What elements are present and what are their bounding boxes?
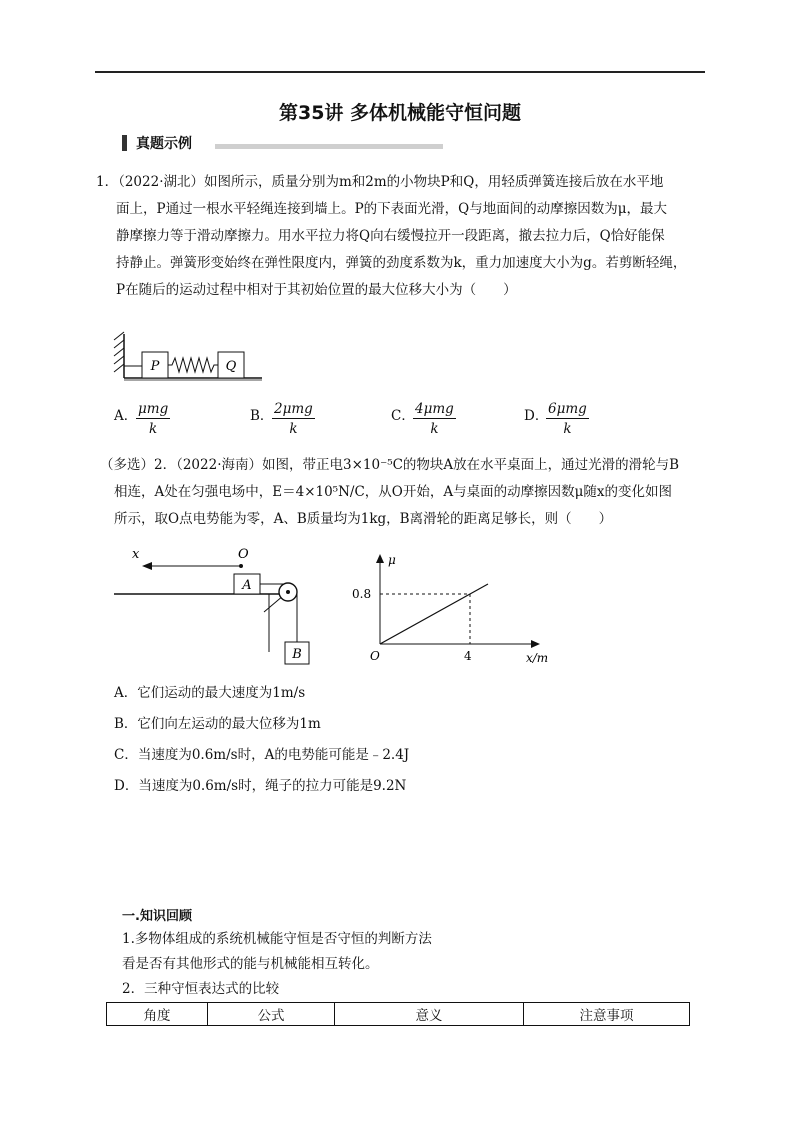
option-d[interactable]	[524, 401, 587, 437]
x-tick-label: 4	[464, 649, 472, 663]
option-denominator: k	[563, 421, 572, 437]
label-a: A	[242, 578, 252, 593]
label-q: Q	[225, 359, 237, 374]
q1-line: P在随后的运动过程中相对于其初始位置的最大位移大小为（ ）	[116, 282, 517, 298]
table-header: 意义	[335, 1003, 524, 1026]
q1-line: 面上，P通过一根水平轻绳连接到墙上。P的下表面光滑，Q与地面间的动摩擦因数为μ，最大	[116, 201, 668, 217]
q1-line: 持静止。弹簧形变始终在弹性限度内，弹簧的劲度系数为k，重力加速度大小为g。若剪断轻绳，	[116, 255, 687, 271]
option-denominator: k	[289, 421, 298, 437]
q2-graph	[350, 548, 570, 668]
q2-figure-setup	[114, 542, 324, 672]
label-p: P	[150, 359, 160, 374]
label-o: O	[238, 547, 249, 562]
y-axis-label: μ	[388, 553, 396, 567]
option-numerator: 4μmg	[415, 401, 454, 417]
table-header: 注意事项	[524, 1003, 690, 1026]
option-denominator: k	[149, 421, 158, 437]
q2-options	[114, 682, 409, 806]
q1-line: 静摩擦力等于滑动摩擦力。用水平拉力将Q向右缓慢拉开一段距离，撤去拉力后，Q恰好能保	[116, 228, 665, 244]
section-marker	[122, 135, 127, 151]
q2-line: 所示，取O点电势能为零，A、B质量均为1kg，B离滑轮的距离足够长，则（ ）	[114, 511, 613, 527]
section-divider	[215, 144, 443, 149]
q1-figure	[110, 330, 270, 385]
q2-line: 相连，A处在匀强电场中，E＝4×10⁵N/C，从O开始，A与桌面的动摩擦因数μ随x的变化如图	[114, 484, 672, 500]
y-tick-label: 0.8	[352, 587, 372, 601]
section-title: 真题示例	[136, 136, 192, 152]
option-d[interactable]: D．当速度为0.6m/s时，绳子的拉力可能是9.2N	[114, 778, 407, 794]
label-b: B	[292, 647, 302, 662]
option-a[interactable]	[114, 401, 169, 437]
series-line	[380, 584, 488, 644]
q1-line: 1．（2022·湖北）如图所示，质量分别为m和2m的小物块P和Q，用轻质弹簧连接后放在水平地	[96, 174, 664, 190]
option-denominator: k	[430, 421, 439, 437]
q2-line: （多选）2．（2022·海南）如图，带正电3×10⁻⁵C的物块A放在水平桌面上，通过光滑的滑轮与B	[100, 457, 680, 473]
arrow-head-icon	[142, 562, 152, 570]
review-line: 2．三种守恒表达式的比较	[122, 981, 280, 997]
header-rule	[95, 71, 705, 73]
option-b[interactable]: B．它们向左运动的最大位移为1m	[114, 716, 321, 732]
option-letter: A．	[114, 408, 138, 424]
table-header: 公式	[208, 1003, 335, 1026]
page-title: 第35讲 多体机械能守恒问题	[278, 102, 522, 124]
question-2	[100, 452, 714, 533]
review-text	[122, 928, 432, 1003]
option-b[interactable]	[250, 401, 313, 437]
label-x: x	[132, 547, 140, 562]
option-numerator: 6μmg	[548, 401, 587, 417]
table-header-row	[107, 1003, 690, 1026]
table-header: 角度	[107, 1003, 208, 1026]
review-line: 1.多物体组成的系统机械能守恒是否守恒的判断方法	[122, 931, 432, 947]
option-letter: C．	[391, 408, 415, 424]
option-a[interactable]: A．它们运动的最大速度为1m/s	[114, 685, 306, 701]
spring	[168, 358, 218, 372]
option-c[interactable]	[391, 401, 454, 437]
question-1	[96, 169, 706, 304]
pulley-axle	[286, 590, 290, 594]
option-letter: B．	[250, 408, 274, 424]
q1-options	[114, 401, 674, 444]
wall	[114, 332, 124, 378]
x-axis-label: x/m	[526, 651, 549, 665]
comparison-table	[106, 1002, 690, 1026]
review-line: 看是否有其他形式的能与机械能相互转化。	[122, 956, 379, 972]
option-numerator: 2μmg	[274, 401, 313, 417]
x-axis-arrow-icon	[531, 640, 540, 648]
y-axis-arrow-icon	[376, 554, 384, 563]
review-heading: 一.知识回顾	[122, 909, 192, 924]
option-letter: D．	[524, 408, 549, 424]
option-c[interactable]: C．当速度为0.6m/s时，A的电势能可能是﹣2.4J	[114, 747, 410, 763]
option-numerator: μmg	[138, 401, 169, 417]
origin-label: O	[370, 649, 380, 663]
